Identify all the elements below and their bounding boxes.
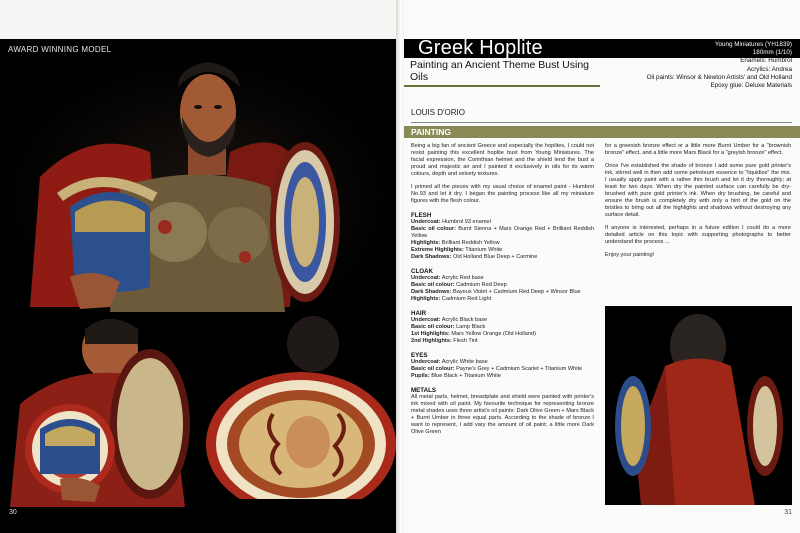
- recipe-line: [411, 289, 594, 296]
- recipe-label: 2nd Highlights:: [411, 338, 452, 344]
- spec-line: Enamels: Humbrol: [740, 57, 792, 65]
- kit-specs: [647, 41, 792, 90]
- hero-photo-bust: [0, 57, 396, 312]
- paragraph: I primed all the pieces with my usual choice of enamel paint - Humbrol No.93 and let it dry. I began the painting process like all my miniature figures with the flesh colour.: [411, 184, 594, 204]
- text-column-2: [605, 143, 791, 265]
- divider: [411, 122, 792, 123]
- recipe-value: Acrylic Red base: [440, 275, 484, 281]
- back-view-illustration: [605, 306, 792, 505]
- recipe-value: Brilliant Reddish Yellow: [440, 240, 500, 246]
- spec-line: Young Miniatures (YH1839): [714, 41, 792, 48]
- recipe-value: Humbrol 93 enamel: [440, 219, 491, 225]
- recipe-line: [411, 282, 594, 289]
- recipe-label: Undercoat:: [411, 317, 441, 323]
- spec-line: Acrylics: Andrea: [746, 65, 792, 73]
- right-page: [404, 0, 800, 533]
- paragraph: All metal parts, helmet, breastplate and shield were painted with printer's ink mixed with oil paint. My favourite technique for representing bronze metal shades uses three artist's oil paints: Dark Olive Green + Mars Black + Burnt Umber in three equal parts. According to the shade of bronze I want to represent, I add vary the amount of oil paint; a little more Dark Olive Green: [411, 394, 594, 435]
- spine-gutter: [396, 0, 404, 533]
- paragraph: Being a big fan of ancient Greece and especially the hoplites, I could not resist painting this excellent hoplite bust from Young Miniatures. The facial expression, the Corinthian helmet and the shield lend the bust a proud and majestic air and I painted it exclusively in oils for its warm colours, depth and velvety textures.: [411, 143, 594, 177]
- recipe-label: Basic oil colour:: [411, 282, 455, 288]
- recipe-value: Old Holland Blue Deep + Carmine: [451, 254, 538, 260]
- recipe-line: [411, 359, 594, 366]
- recipe-label: Undercoat:: [411, 219, 441, 225]
- recipe-line: [411, 219, 594, 226]
- subheading-metals: METALS: [411, 387, 436, 394]
- recipe-value: Bayeux Violet + Cadmium Red Deep + Winsor Blue: [451, 289, 581, 295]
- photo-bust-back: [605, 306, 792, 505]
- page-number-right: 31: [784, 509, 792, 516]
- recipe-value: Payne's Grey + Cadmium Scarlet + Titanium White: [454, 366, 583, 372]
- paragraph: If anyone is interested, perhaps in a future edition I could do a more detailed article on this topic with supporting photographs to better understand the process ...: [605, 225, 791, 245]
- recipe-label: Undercoat:: [411, 275, 441, 281]
- article-title: Greek Hoplite: [418, 37, 543, 59]
- recipe-label: Basic oil colour:: [411, 324, 455, 330]
- recipe-value: Acrylic Black base: [440, 317, 488, 323]
- left-page: [0, 0, 396, 533]
- recipe-label: Highlights:: [411, 296, 441, 302]
- section-tag: AWARD WINNING MODEL: [8, 45, 112, 54]
- photo-helmet-side: [0, 314, 199, 507]
- recipe-value: Burnt Sienna + Mars Orange Red + Brilliant Reddish Yellow: [411, 226, 594, 239]
- spec-line: 180mm (1/10): [752, 49, 792, 57]
- text-column-1: [411, 143, 594, 442]
- top-margin: [0, 0, 396, 39]
- spec-line: Oil paints: Winsor & Newton Artists' and Old Holland: [646, 73, 792, 81]
- side-view-illustration: [0, 314, 199, 507]
- article-subtitle: Painting an Ancient Theme Bust Using Oils: [404, 58, 600, 87]
- recipe-value: Acrylic White base: [440, 359, 488, 365]
- recipe-label: Highlights:: [411, 240, 441, 246]
- recipe-label: Extreme Highlights:: [411, 247, 464, 253]
- recipe-label: Dark Shadows:: [411, 289, 452, 295]
- recipe-line: [411, 226, 594, 240]
- recipe-value: Flesh Tint: [451, 338, 478, 344]
- recipe-line: [411, 296, 594, 303]
- page-number-left: 30: [9, 509, 17, 516]
- photo-shield-front: [203, 314, 396, 507]
- recipe-line: [411, 240, 594, 247]
- recipe-line: [411, 338, 594, 345]
- section-header-bar: [404, 126, 800, 138]
- recipe-value: Cadmium Red Light: [440, 296, 492, 302]
- shield-illustration: [203, 314, 396, 507]
- recipe-label: Pupils:: [411, 373, 430, 379]
- recipe-label: Undercoat:: [411, 359, 441, 365]
- recipe-line: [411, 247, 594, 254]
- recipe-line: [411, 366, 594, 373]
- subheading-cloak: CLOAK: [411, 268, 433, 275]
- paragraph: for a greenish bronze effect or a little more Burnt Umber for a "brownish bronze" effect, and a little more Mars Black for a "greyish bronze" effect.: [605, 143, 791, 156]
- recipe-value: Cadmium Red Deep: [454, 282, 507, 288]
- subheading-hair: HAIR: [411, 310, 427, 317]
- recipe-value: Lamp Black: [454, 324, 486, 330]
- recipe-label: Basic oil colour:: [411, 366, 455, 372]
- recipe-value: Blue Black + Titanium White: [429, 373, 502, 379]
- recipe-label: Dark Shadows:: [411, 254, 452, 260]
- recipe-value: Mars Yellow Orange (Old Holland): [449, 331, 536, 337]
- recipe-line: [411, 275, 594, 282]
- recipe-label: Basic oil colour:: [411, 226, 456, 232]
- paragraph: Once I've established the shade of bronze I add some pure gold printer's ink, stirred well in then add some petroleum essence to "liquidize" the mix. I usually apply paint with a rather thin brush and let it dry thoroughly; at least for two days. When dry the painted surface can carefully be dry-brushed with pure gold printer's ink. When dry brushing, be careful and ensure the brush is completely dry with only a hint of the gold on the bristles to bring out all the highlights and shadows without destroying any surface detail.: [605, 163, 791, 218]
- subheading-eyes: EYES: [411, 352, 428, 359]
- spec-line: Epoxy glue: Deluxe Materials: [710, 82, 792, 90]
- recipe-line: [411, 324, 594, 331]
- subheading-flesh: FLESH: [411, 212, 432, 219]
- paragraph: Enjoy your painting!: [605, 252, 655, 258]
- hoplite-bust-illustration: [0, 57, 396, 312]
- recipe-line: [411, 373, 594, 380]
- recipe-value: Titanium White: [463, 247, 503, 253]
- section-title: PAINTING: [411, 127, 451, 137]
- author-byline: LOUIS D'ORIO: [411, 108, 465, 117]
- recipe-line: [411, 254, 594, 261]
- recipe-label: 1st Highlights:: [411, 331, 450, 337]
- recipe-line: [411, 317, 594, 324]
- recipe-line: [411, 331, 594, 338]
